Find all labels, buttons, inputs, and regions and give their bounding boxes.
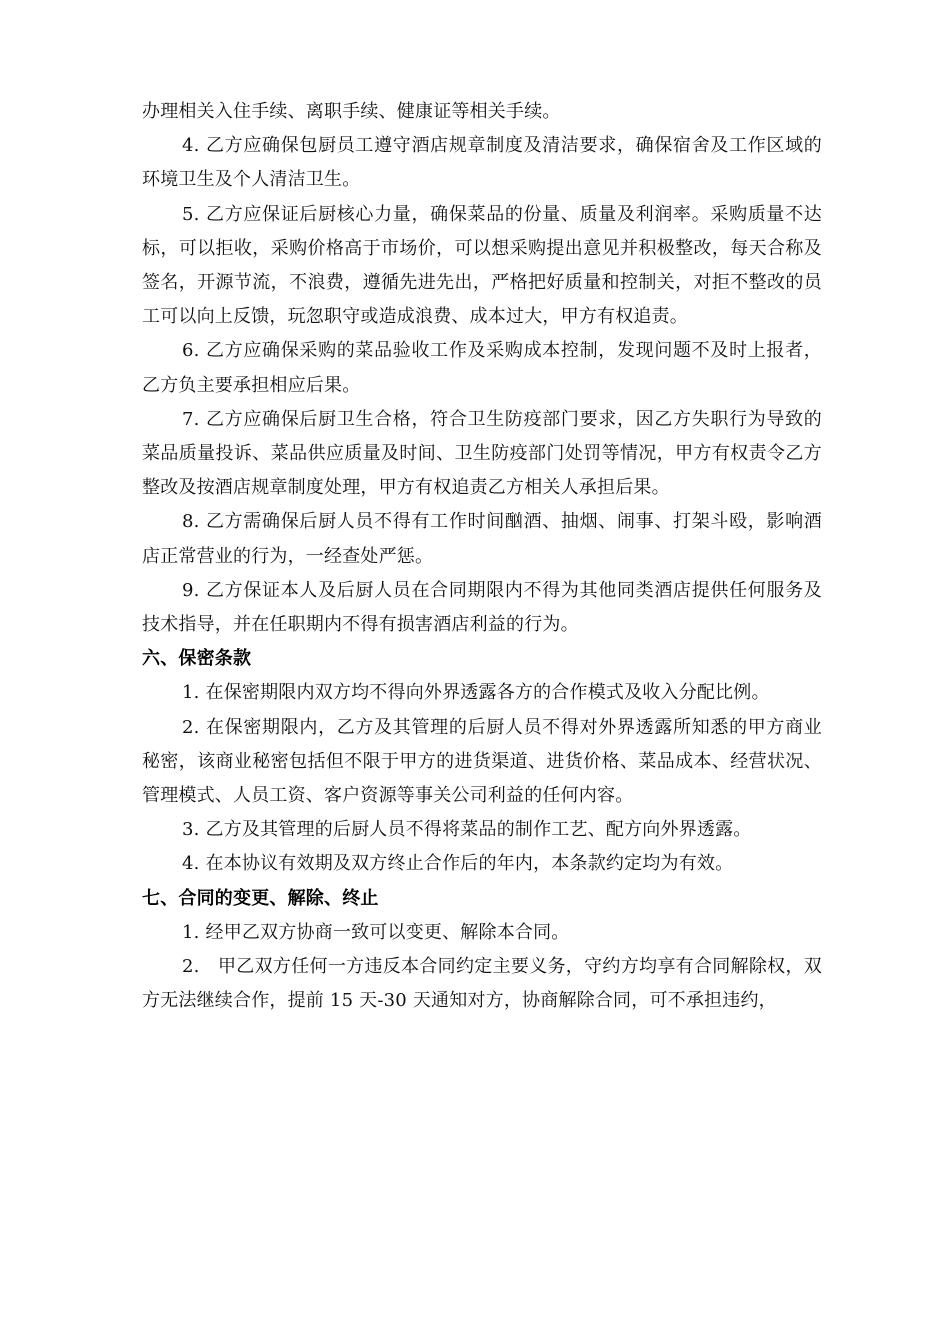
clause-paragraph: 7. 乙方应确保后厨卫生合格，符合卫生防疫部门要求，因乙方失职行为导致的菜品质量投诉、菜品供应质量及时间、卫生防疫部门处罚等情况，甲方有权责令乙方整改及按酒店规章制度处理，甲方有权追责乙方相关人承担后果。 [142, 408, 822, 499]
section-heading: 七、合同的变更、解除、终止 [142, 887, 379, 909]
clause-paragraph: 5. 乙方应保证后厨核心力量，确保菜品的份量、质量及利润率。采购质量不达标，可以拒收，采购价格高于市场价，可以想采购提出意见并积极整改，每天合称及签名，开源节流，不浪费，遵循先进先出，严格把好质量和控制关，对拒不整改的员工可以向上反馈，玩忽职守或造成浪费、成本过大，甲方有权追责。 [142, 203, 822, 328]
section-heading: 六、保密条款 [142, 648, 252, 670]
clause-paragraph: 办理相关入住手续、离职手续、健康证等相关手续。 [142, 101, 561, 122]
clause-paragraph: 2. 在保密期限内，乙方及其管理的后厨人员不得对外界透露所知悉的甲方商业秘密，该商业秘密包括但不限于甲方的进货渠道、进货价格、菜品成本、经营状况、管理模式、人员工资、客户资源等事关公司利益的任何内容。 [142, 716, 822, 807]
document-body [142, 95, 822, 1018]
clause-paragraph: 6. 乙方应确保采购的菜品验收工作及采购成本控制，发现问题不及时上报者，乙方负主要承担相应后果。 [142, 340, 822, 396]
clause-paragraph: 8. 乙方需确保后厨人员不得有工作时间酗酒、抽烟、闹事、打架斗殴，影响酒店正常营业的行为，一经查处严惩。 [142, 511, 822, 567]
clause-paragraph: 2. 甲乙双方任何一方违反本合同约定主要义务，守约方均享有合同解除权，双方无法继续合作，提前 15 天-30 天通知对方，协商解除合同，可不承担违约， [142, 956, 822, 1012]
clause-paragraph: 3. 乙方及其管理的后厨人员不得将菜品的制作工艺、配方向外界透露。 [182, 819, 752, 841]
clause-paragraph: 1. 在保密期限内双方均不得向外界透露各方的合作模式及收入分配比例。 [182, 682, 770, 704]
clause-paragraph: 4. 乙方应确保包厨员工遵守酒店规章制度及清洁要求，确保宿舍及工作区域的环境卫生及个人清洁卫生。 [142, 135, 822, 191]
clause-paragraph: 9. 乙方保证本人及后厨人员在合同期限内不得为其他同类酒店提供任何服务及技术指导，并在任职期内不得有损害酒店利益的行为。 [142, 579, 822, 636]
clause-paragraph: 1. 经甲乙双方协商一致可以变更、解除本合同。 [182, 921, 570, 943]
clause-paragraph: 4. 在本协议有效期及双方终止合作后的年内，本条款约定均为有效。 [182, 853, 734, 875]
